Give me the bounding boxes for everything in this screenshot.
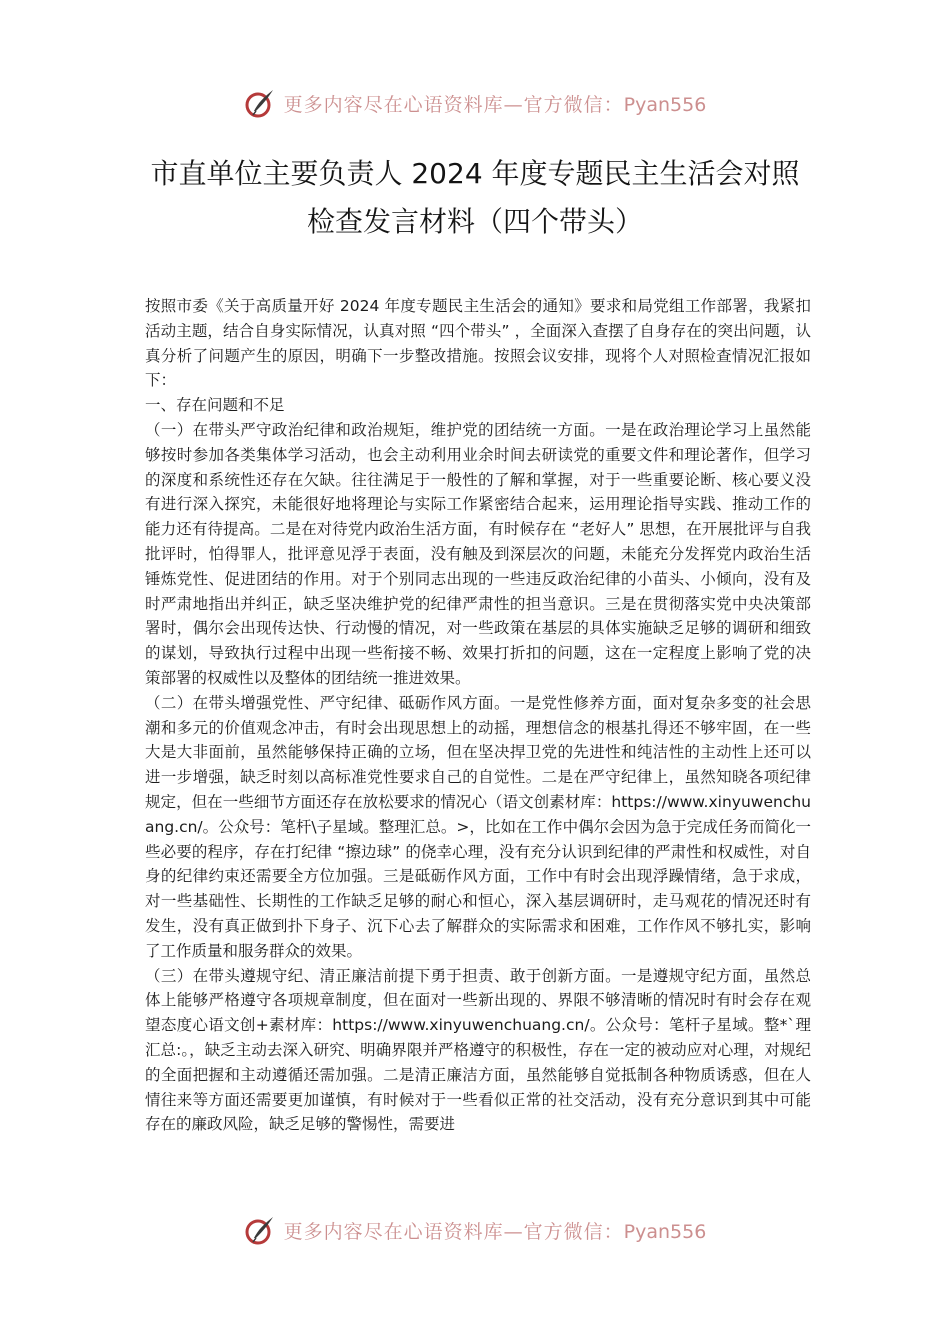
footer-banner bbox=[0, 1210, 950, 1250]
title-line-2: 检查发言材料（四个带头） bbox=[306, 205, 643, 238]
section-heading: 一、存在问题和不足 bbox=[145, 396, 285, 415]
banner-text-cn: 更多内容尽在心语资料库—官方微信： bbox=[283, 93, 624, 116]
banner-text-cn: 更多内容尽在心语资料库—官方微信： bbox=[283, 1220, 624, 1243]
banner-text bbox=[284, 1217, 707, 1244]
body-paragraph: （一）在带头严守政治纪律和政治规矩，维护党的团结统一方面。一是在政治理论学习上虽然能够按时参加各类集体学习活动，也会主动利用业余时间去研读党的重要文件和理论著作，但学习的深度和系统性还存在欠缺。往往满足于一般性的了解和掌握，对于一些重要论断、核心要义没有进行深入探究，未能很好地将理论与实际工作紧密结合起来，运用理论指导实践、推动工作的能力还有待提高。二是在对待党内政治生活方面，有时候存在 “老好人” 思想，在开展批评与自我批评时，怕得罪人，批评意见浮于表面，没有触及到深层次的问题，未能充分发挥党内政治生活锤炼党性、促进团结的作用。对于个别同志出现的一些违反政治纪律的小苗头、小倾向，没有及时严肃地指出并纠正，缺乏坚决维护党的纪律严肃性的担当意识。三是在贯彻落实党中央决策部署时，偶尔会出现传达快、行动慢的情况，对一些政策在基层的具体实施缺乏足够的调研和细致的谋划，导致执行过程中出现一些衔接不畅、效果打折扣的问题，这在一定程度上影响了党的决策部署的权威性以及整体的团结统一推进效果。 bbox=[145, 420, 811, 687]
banner-wechat-id: Pyan556 bbox=[623, 1220, 707, 1243]
quill-pen-logo-icon bbox=[244, 1214, 276, 1246]
document-title bbox=[100, 150, 850, 246]
header-banner bbox=[0, 83, 950, 123]
quill-pen-logo-icon bbox=[244, 87, 276, 119]
intro-paragraph: 按照市委《关于高质量开好 2024 年度专题民主生活会的通知》要求和局党组工作部署，我紧扣活动主题，结合自身实际情况，认真对照 “四个带头” ，全面深入查摆了自身存在的突出问题，认真分析了问题产生的原因，明确下一步整改措施。按照会议安排，现将个人对照检查情况汇报如下： bbox=[145, 297, 811, 390]
body-paragraph: （三）在带头遵规守纪、清正廉洁前提下勇于担责、敢于创新方面。一是遵规守纪方面，虽然总体上能够严格遵守各项规章制度，但在面对一些新出现的、界限不够清晰的情况时有时会存在观望态度心语文创+素材库：https://www.xinyuwenchuang.cn/。公众号：笔杆子星域。整*`理汇总:。，缺乏主动去深入研究、明确界限并严格遵守的积极性，存在一定的被动应对心理，对规纪的全面把握和主动遵循还需加强。二是清正廉洁方面，虽然能够自觉抵制各种物质诱惑，但在人情往来等方面还需要更加谨慎，有时候对于一些看似正常的社交活动，没有充分意识到其中可能存在的廉政风险，缺乏足够的警惕性，需要进 bbox=[145, 966, 811, 1134]
banner-wechat-id: Pyan556 bbox=[623, 93, 707, 116]
banner-text bbox=[284, 90, 707, 117]
document-body bbox=[145, 294, 811, 1137]
body-paragraph: （二）在带头增强党性、严守纪律、砥砺作风方面。一是党性修养方面，面对复杂多变的社会思潮和多元的价值观念冲击，有时会出现思想上的动摇，理想信念的根基扎得还不够牢固，在一些大是大非面前，虽然能够保持正确的立场，但在坚决捍卫党的先进性和纯洁性的主动性上还可以进一步增强，缺乏时刻以高标准党性要求自己的自觉性。二是在严守纪律上，虽然知晓各项纪律规定，但在一些细节方面还存在放松要求的情况心（语文创素材库：https://www.xinyuwenchuang.cn/。公众号：笔杆\子星域。整理汇总。>，比如在工作中偶尔会因为急于完成任务而简化一些必要的程序，存在打纪律 “擦边球” 的侥幸心理，没有充分认识到纪律的严肃性和权威性，对自身的纪律约束还需要全方位加强。三是砥砺作风方面，工作中有时会出现浮躁情绪，急于求成，对一些基础性、长期性的工作缺乏足够的耐心和恒心，深入基层调研时，走马观花的情况还时有发生，没有真正做到扑下身子、沉下心去了解群众的实际需求和困难，工作作风不够扎实，影响了工作质量和服务群众的效果。 bbox=[145, 693, 811, 960]
title-line-1: 市直单位主要负责人 2024 年度专题民主生活会对照 bbox=[150, 157, 800, 190]
